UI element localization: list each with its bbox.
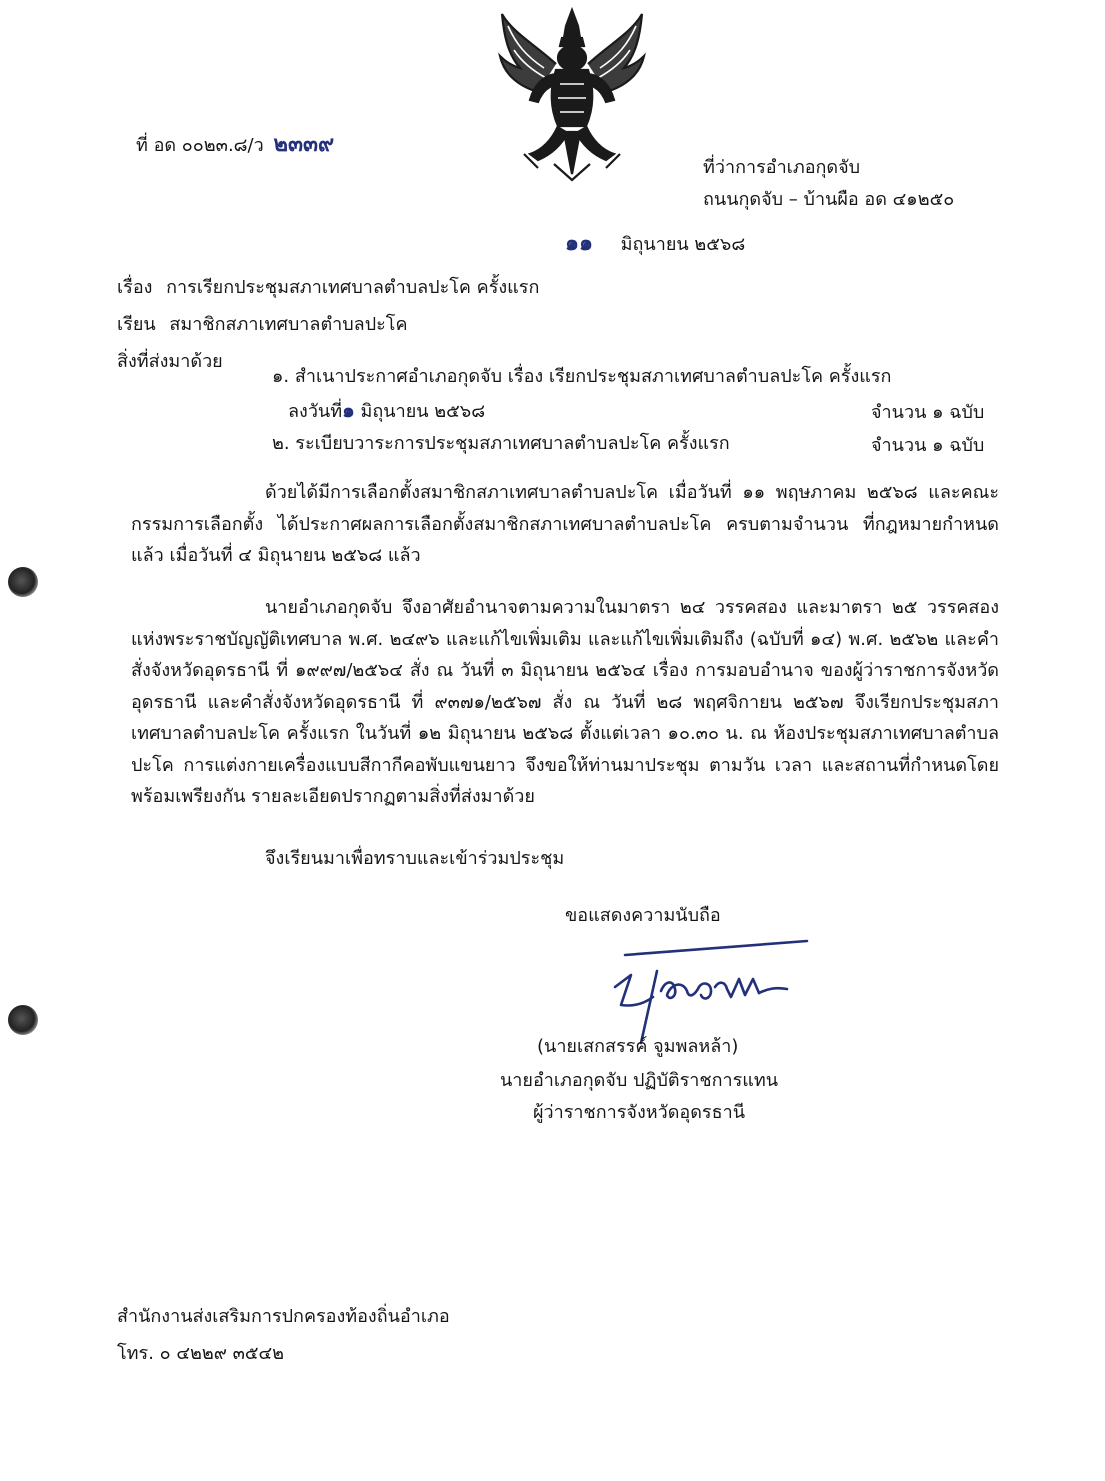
- body-paragraph-3: จึงเรียนมาเพื่อทราบและเข้าร่วมประชุม: [265, 848, 565, 869]
- enclosure-item-1-count: จำนวน ๑ ฉบับ: [871, 402, 985, 423]
- signer-name: (นายเสกสรรค์ จูมพลหล้า): [537, 1036, 739, 1057]
- subject-text: การเรียกประชุมสภาเทศบาลตำบลปะโค ครั้งแรก: [166, 277, 540, 298]
- reference-number: [136, 132, 334, 159]
- signer-title-2: ผู้ว่าราชการจังหวัดอุดรธานี: [533, 1102, 745, 1123]
- enclosure-date-prefix: ลงวันที่: [288, 401, 343, 422]
- closing-salutation: ขอแสดงความนับถือ: [565, 905, 721, 926]
- footer-phone: โทร. ๐ ๔๒๒๙ ๓๕๔๒: [117, 1343, 285, 1364]
- subject-line: [117, 275, 539, 301]
- enclosure-item-2-count: จำนวน ๑ ฉบับ: [871, 435, 985, 456]
- subject-label: เรื่อง: [117, 277, 153, 298]
- enclosure-item-1-line2: [288, 397, 485, 425]
- body-paragraph-1: ด้วยได้มีการเลือกตั้งสมาชิกสภาเทศบาลตำบลปะโค เมื่อวันที่ ๑๑ พฤษภาคม ๒๕๖๘ และคณะกรรมการเลือกตั้ง ได้ประกาศผลการเลือกตั้งสมาชิกสภาเทศบาลตำบลปะโค ครบตามจำนวน ที่กฎหมายกำหนดแล้ว เมื่อวันที่ ๔ มิถุนายน ๒๕๖๘ แล้ว: [131, 482, 999, 566]
- addressee-label: เรียน: [117, 314, 156, 335]
- reference-number-prefix: ที่ อด ๐๐๒๓.๘/ว: [136, 135, 264, 156]
- office-address: ถนนกุดจับ – บ้านผือ อด ๔๑๒๕๐: [703, 189, 955, 210]
- addressee-text: สมาชิกสภาเทศบาลตำบลปะโค: [169, 314, 408, 335]
- enclosure-date-handwritten: ๑: [342, 398, 355, 422]
- enclosure-item-2-line1: ๒. ระเบียบวาระการประชุมสภาเทศบาลตำบลปะโค ครั้งแรก: [272, 433, 730, 454]
- garuda-emblem-icon: [494, 4, 650, 186]
- body-paragraph-2: นายอำเภอกุดจับ จึงอาศัยอำนาจตามความในมาตรา ๒๔ วรรคสอง และมาตรา ๒๕ วรรคสอง แห่งพระราชบัญญัติเทศบาล พ.ศ. ๒๔๙๖ และแก้ไขเพิ่มเติม และแก้ไขเพิ่มเติมถึง (ฉบับที่ ๑๔) พ.ศ. ๒๕๖๒ และคำสั่งจังหวัดอุดรธานี ที่ ๑๙๙๗/๒๕๖๔ สั่ง ณ วันที่ ๓ มิถุนายน ๒๕๖๔ เรื่อง การมอบอำนาจ ของผู้ว่าราชการจังหวัดอุดรธานี และคำสั่งจังหวัดอุดรธานี ที่ ๙๓๗๑/๒๕๖๗ สั่ง ณ วันที่ ๒๘ พฤศจิกายน ๒๕๖๗ จึงเรียกประชุมสภาเทศบาลตำบลปะโค ครั้งแรก ในวันที่ ๑๒ มิถุนายน ๒๕๖๘ ตั้งแต่เวลา ๑๐.๓๐ น. ณ ห้องประชุมสภาเทศบาลตำบลปะโค การแต่งกายเครื่องแบบสีกากีคอพับแขนยาว จึงขอให้ท่านมาประชุม ตามวัน เวลา และสถานที่กำหนดโดยพร้อมเพรียงกัน รายละเอียดปรากฏตามสิ่งที่ส่งมาด้วย: [131, 597, 999, 807]
- date-day-handwritten: ๑๑: [565, 231, 593, 256]
- punch-hole-bottom: [8, 1005, 38, 1035]
- letter-date: [565, 231, 745, 258]
- enclosure-date-suffix: มิถุนายน ๒๕๖๘: [360, 401, 486, 422]
- punch-hole-top: [8, 567, 38, 597]
- addressee-line: [117, 312, 408, 338]
- enclosure-item-1-line1: ๑. สำเนาประกาศอำเภอกุดจับ เรื่อง เรียกประชุมสภาเทศบาลตำบลปะโค ครั้งแรก: [272, 366, 892, 387]
- office-name: ที่ว่าการอำเภอกุดจับ: [703, 157, 861, 178]
- enclosures-label: สิ่งที่ส่งมาด้วย: [117, 351, 223, 372]
- reference-number-handwritten: ๒๓๓๙: [273, 132, 335, 157]
- date-month-year: มิถุนายน ๒๕๖๘: [620, 234, 746, 255]
- signer-title-1: นายอำเภอกุดจับ ปฏิบัติราชการแทน: [500, 1070, 779, 1091]
- footer-department: สำนักงานส่งเสริมการปกครองท้องถิ่นอำเภอ: [117, 1306, 450, 1327]
